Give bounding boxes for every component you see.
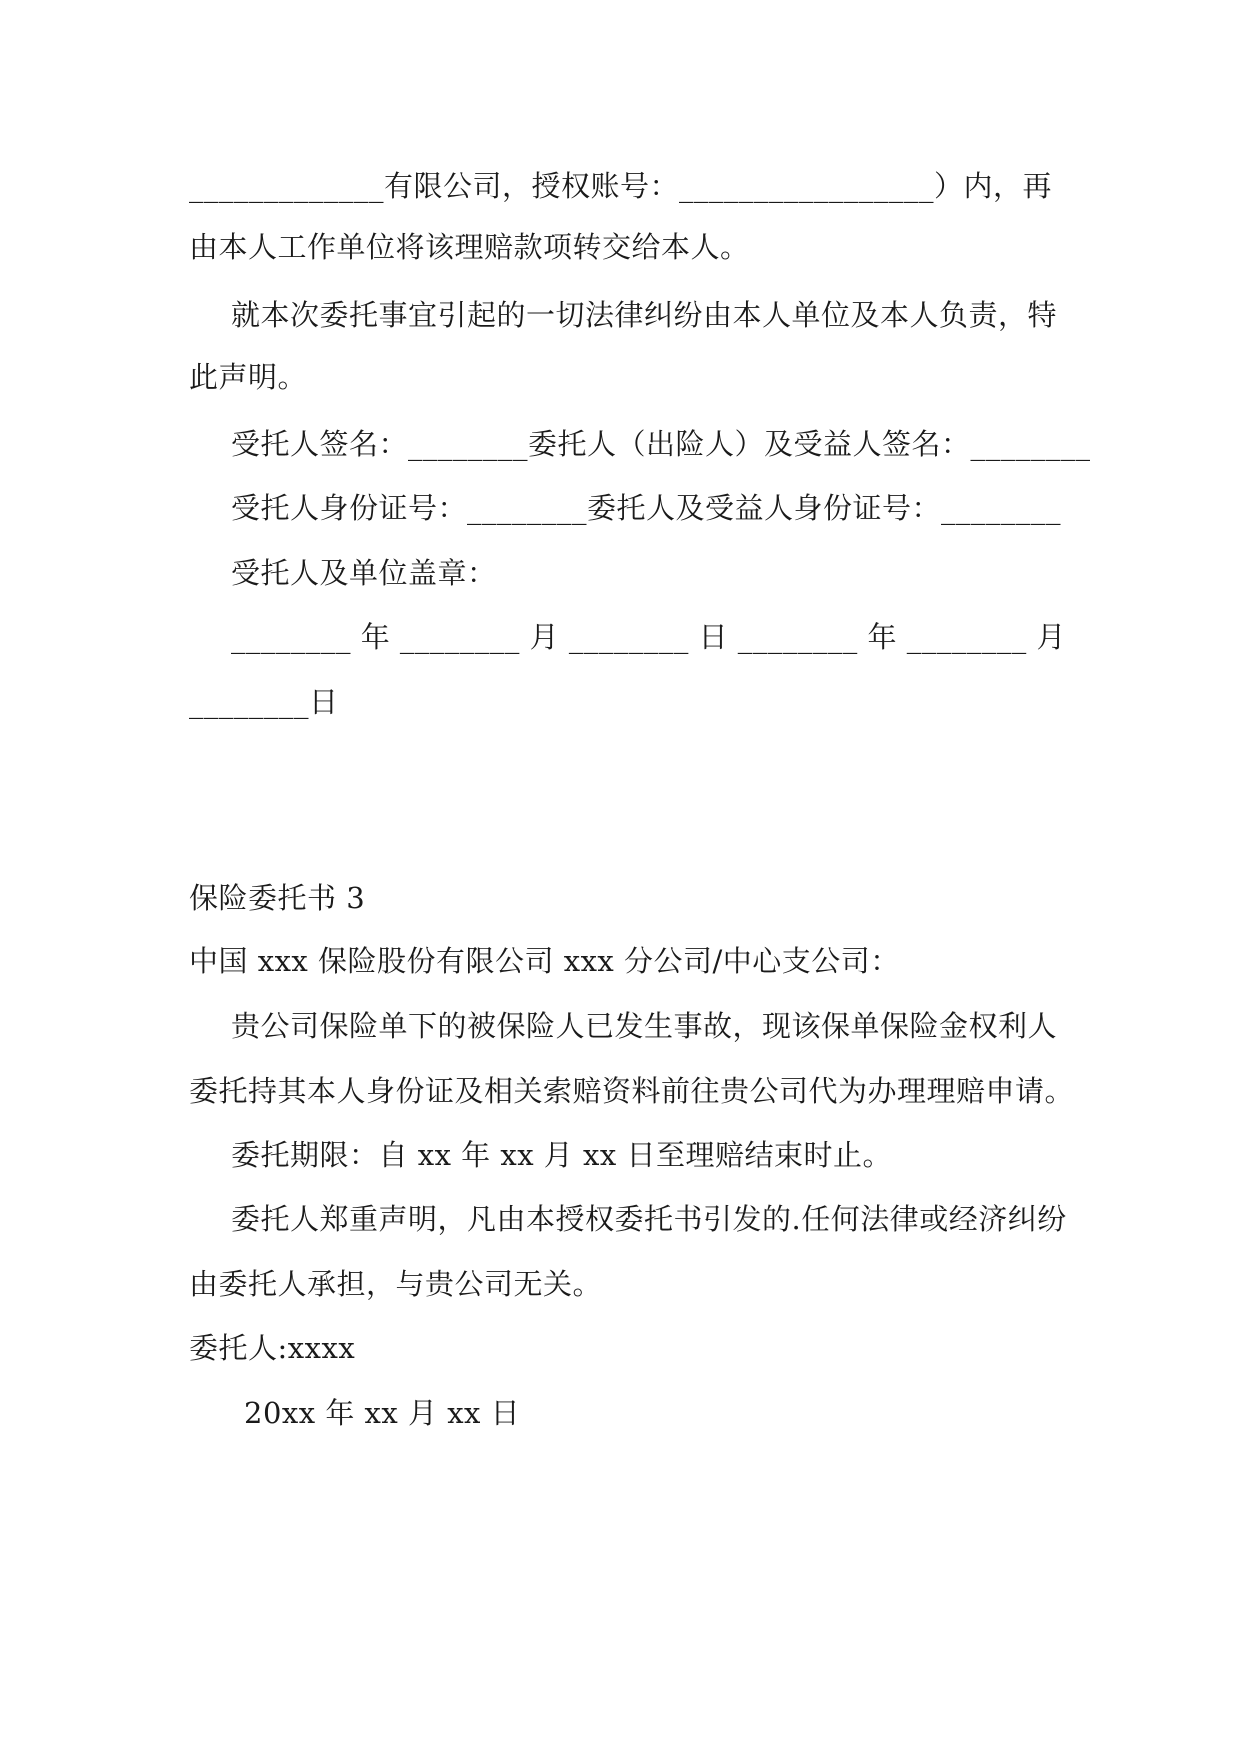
id-number-line: 受托人身份证号：________委托人及受益人身份证号：________ bbox=[231, 491, 1062, 525]
section-title: 保险委托书 3 bbox=[189, 881, 366, 915]
seal-line: 受托人及单位盖章： bbox=[231, 556, 497, 590]
para2-line2: 此声明。 bbox=[189, 360, 308, 394]
signature-line: 受托人签名：________委托人（出险人）及受益人签名：________ bbox=[231, 427, 1091, 461]
date-line-1: ________ 年 ________ 月 ________ 日 ________ 年 ________ 月 bbox=[231, 620, 1066, 654]
para2-line1: 就本次委托事宜引起的一切法律纠纷由本人单位及本人负责，特 bbox=[231, 298, 1058, 332]
statement-line-2: 由委托人承担，与贵公司无关。 bbox=[189, 1267, 603, 1301]
date-line-2: ________日 bbox=[189, 685, 339, 719]
addressee: 中国 xxx 保险股份有限公司 xxx 分公司/中心支公司： bbox=[189, 944, 900, 978]
entrust-period: 委托期限：自 xx 年 xx 月 xx 日至理赔结束时止。 bbox=[231, 1138, 892, 1172]
principal: 委托人:xxxx bbox=[189, 1331, 356, 1365]
statement-line-1: 委托人郑重声明，凡由本授权委托书引发的.任何法律或经济纠纷 bbox=[231, 1202, 1067, 1236]
para1-line1: _____________有限公司，授权账号：_________________）内，再 bbox=[189, 169, 1053, 203]
body-line-2: 委托持其本人身份证及相关索赔资料前往贵公司代为办理理赔申请。 bbox=[189, 1074, 1075, 1108]
para1-line2: 由本人工作单位将该理赔款项转交给本人。 bbox=[189, 230, 750, 264]
sign-date: 20xx 年 xx 月 xx 日 bbox=[244, 1396, 521, 1430]
body-line-1: 贵公司保险单下的被保险人已发生事故，现该保单保险金权利人 bbox=[231, 1009, 1058, 1043]
